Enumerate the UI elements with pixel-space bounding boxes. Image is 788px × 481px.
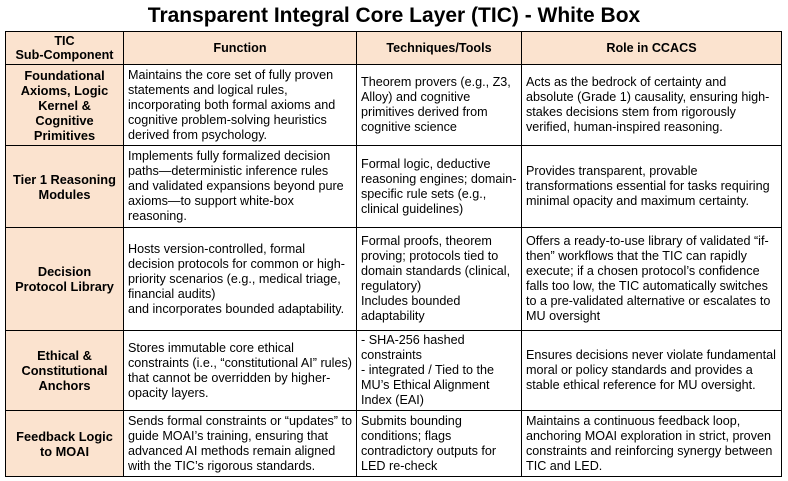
row-role: Provides transparent, provable transformations essential for tasks requiring minimal opacity and maximum certainty. xyxy=(522,146,782,228)
row-techniques: Formal proofs, theorem proving; protocols tied to domain standards (clinical, regulatory) Includes bounded adaptability xyxy=(357,228,522,331)
row-function: Maintains the core set of fully proven statements and logical rules, incorporating both formal axioms and cognitive problem-solving heuristics derived from psychology. xyxy=(124,65,357,146)
table-row xyxy=(6,411,782,477)
row-function: Stores immutable core ethical constraints (i.e., “constitutional AI” rules) that cannot be overridden by higher-opacity layers. xyxy=(124,331,357,411)
table-row xyxy=(6,331,782,411)
row-techniques: - SHA-256 hashed constraints - integrated / Tied to the MU’s Ethical Alignment Index (EAI) xyxy=(357,331,522,411)
row-component: Ethical & Constitutional Anchors xyxy=(6,331,124,411)
row-component: Feedback Logic to MOAI xyxy=(6,411,124,477)
header-role: Role in CCACS xyxy=(522,32,782,65)
row-role: Acts as the bedrock of certainty and absolute (Grade 1) causality, ensuring high-stakes decisions stem from rigorously verified, human-inspired reasoning. xyxy=(522,65,782,146)
row-role: Offers a ready-to-use library of validated “if-then” workflows that the TIC can rapidly execute; if a chosen protocol’s confidence falls too low, the TIC automatically switches to a pre-validated alternative or escalates to MU oversight xyxy=(522,228,782,331)
header-subcomponent: TIC Sub-Component xyxy=(6,32,124,65)
header-row xyxy=(6,32,782,65)
row-techniques: Theorem provers (e.g., Z3, Alloy) and cognitive primitives derived from cognitive science xyxy=(357,65,522,146)
row-function: Hosts version-controlled, formal decision protocols for common or high-priority scenarios (e.g., medical triage, financial audits) and incorporates bounded adaptability. xyxy=(124,228,357,331)
header-techniques: Techniques/Tools xyxy=(357,32,522,65)
row-component: Foundational Axioms, Logic Kernel & Cognitive Primitives xyxy=(6,65,124,146)
row-role: Maintains a continuous feedback loop, anchoring MOAI exploration in strict, proven constraints and reinforcing synergy between TIC and LED. xyxy=(522,411,782,477)
table-row xyxy=(6,146,782,228)
row-techniques: Submits bounding conditions; flags contradictory outputs for LED re-check xyxy=(357,411,522,477)
table-row xyxy=(6,228,782,331)
tic-table xyxy=(5,31,782,477)
row-function: Sends formal constraints or “updates” to guide MOAI’s training, ensuring that advanced AI methods remain aligned with the TIC’s rigorous standards. xyxy=(124,411,357,477)
header-function: Function xyxy=(124,32,357,65)
row-role: Ensures decisions never violate fundamental moral or policy standards and provides a stable ethical reference for MU oversight. xyxy=(522,331,782,411)
row-function: Implements fully formalized decision paths—deterministic inference rules and validated expansions beyond pure axioms—to support white-box reasoning. xyxy=(124,146,357,228)
row-component: Tier 1 Reasoning Modules xyxy=(6,146,124,228)
row-techniques: Formal logic, deductive reasoning engines; domain-specific rule sets (e.g., clinical guidelines) xyxy=(357,146,522,228)
table-row xyxy=(6,65,782,146)
row-component: Decision Protocol Library xyxy=(6,228,124,331)
page-title: Transparent Integral Core Layer (TIC) - White Box xyxy=(147,4,641,27)
